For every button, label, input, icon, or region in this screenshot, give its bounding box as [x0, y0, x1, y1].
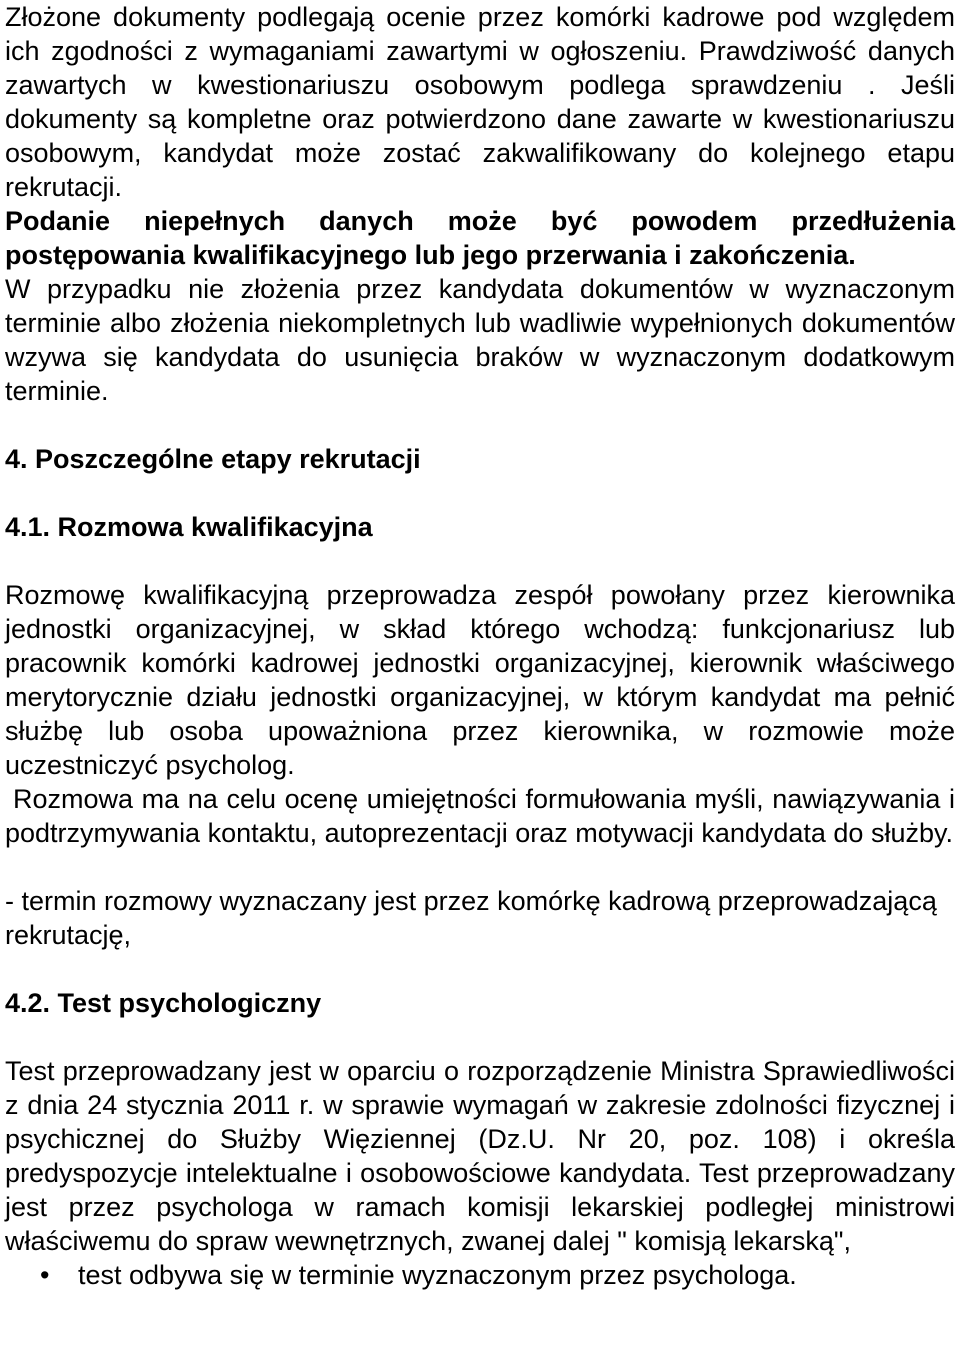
bullet-list [5, 1258, 955, 1292]
paragraph-documents-evaluation: Złożone dokumenty podlegają ocenie przez komórki kadrowe pod względem ich zgodności z wymaganiami zawartymi w ogłoszeniu. Prawdziwość danych zawartych w kwestionariuszu osobowym podlega sprawdzeniu . Jeśli dokumenty są kompletne oraz potwierdzono dane zawarte w kwestionariuszu osobowym, kandydat może zostać zakwalifikowany do kolejnego etapu rekrutacji. [5, 2, 955, 202]
section-heading-psychological-test: 4.2. Test psychologiczny [5, 988, 322, 1018]
paragraph-interview-committee: Rozmowę kwalifikacyjną przeprowadza zespół powołany przez kierownika jednostki organizacyjnej, w skład którego wchodzą: funkcjonariusz lub pracownik komórki kadrowej jednostki organizacyjnej, kierownik właściwego merytorycznie działu jednostki organizacyjnej, w którym kandydat ma pełnić służbę lub osoba upoważniona przez kierownika, w rozmowie może uczestniczyć psycholog. [5, 580, 955, 780]
paragraph-psychological-test: Test przeprowadzany jest w oparciu o rozporządzenie Ministra Sprawiedliwości z dnia 24 stycznia 2011 r. w sprawie wymagań w zakresie zdolności fizycznej i psychicznej do Służby Więziennej (Dz.U. Nr 20, poz. 108) i określa predyspozycje intelektualne i osobowościowe kandydata. Test przeprowadzany jest przez psychologa w ramach komisji lekarskiej podległej ministrowi właściwemu do spraw wewnętrznych, zwanej dalej " komisją lekarską", [5, 1056, 955, 1256]
section-heading-recruitment-stages: 4. Poszczególne etapy rekrutacji [5, 444, 421, 474]
paragraph-missing-documents: W przypadku nie złożenia przez kandydata dokumentów w wyznaczonym terminie albo złożenia niekompletnych lub wadliwie wypełnionych dokumentów wzywa się kandydata do usunięcia braków w wyznaczonym dodatkowym terminie. [5, 274, 955, 406]
paragraph-interview-purpose-text: Rozmowa ma na celu ocenę umiejętności formułowania myśli, nawiązywania i podtrzymywania kontaktu, autoprezentacji oraz motywacji kandydata do służby. [5, 784, 955, 848]
paragraph-interview-purpose [5, 782, 955, 850]
paragraph-incomplete-data-warning: Podanie niepełnych danych może być powodem przedłużenia postępowania kwalifikacyjnego lub jego przerwania i zakończenia. [5, 206, 955, 270]
list-item [5, 1258, 955, 1292]
paragraph-interview-date: - termin rozmowy wyznaczany jest przez komórkę kadrową przeprowadzającą rekrutację, [5, 886, 937, 950]
document-page [5, 0, 955, 1292]
section-heading-qualification-interview: 4.1. Rozmowa kwalifikacyjna [5, 512, 373, 542]
bullet-icon: • [40, 1260, 50, 1290]
list-item-text: test odbywa się w terminie wyznaczonym przez psychologa. [78, 1260, 797, 1290]
